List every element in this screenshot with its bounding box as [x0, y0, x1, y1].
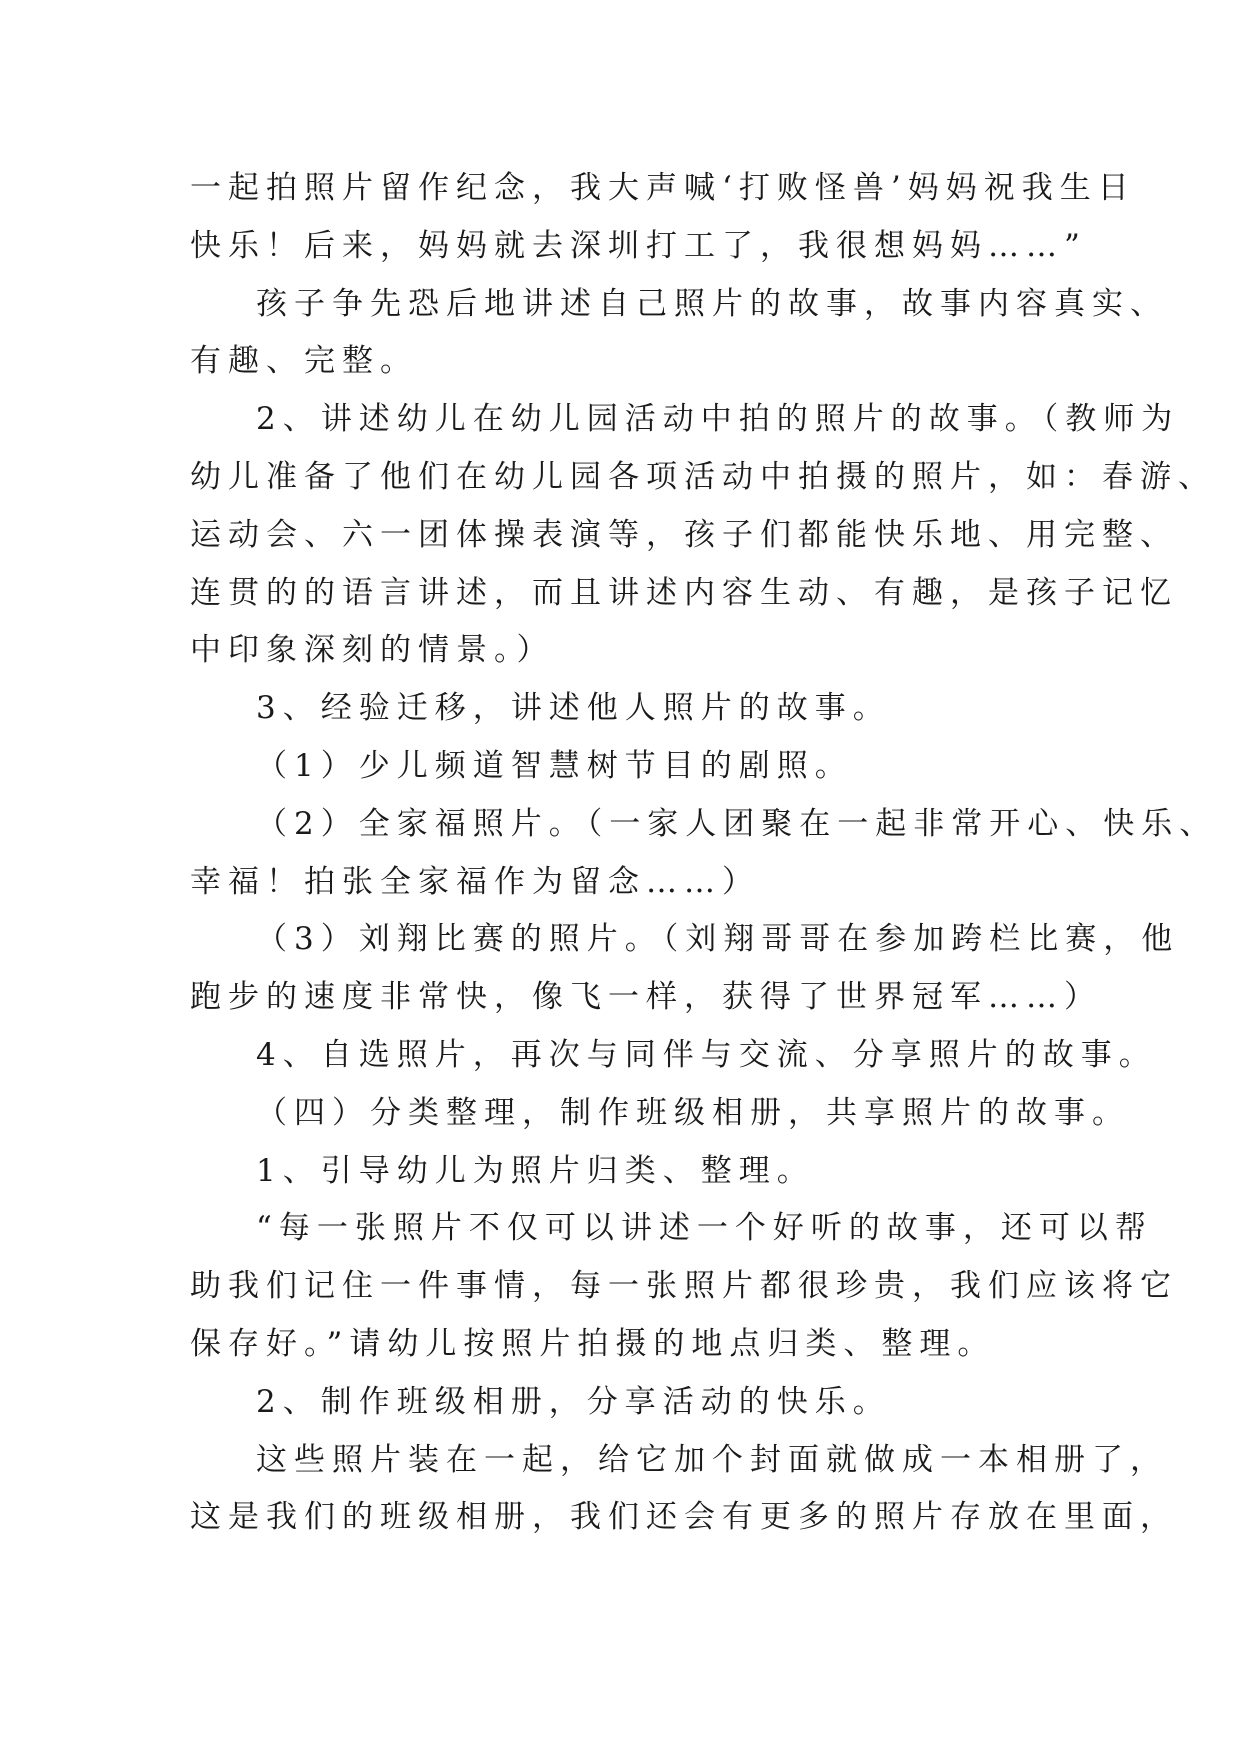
- text-line: 助我们记住一件事情，每一张照片都很珍贵，我们应该将它: [190, 1268, 1178, 1305]
- text-line: “每一张照片不仅可以讲述一个好听的故事，还可以帮: [256, 1210, 1153, 1247]
- text-line: 中印象深刻的情景。）: [190, 632, 555, 669]
- text-line: 快乐！后来，妈妈就去深圳打工了，我很想妈妈……”: [190, 227, 1087, 264]
- text-line: （3）刘翔比赛的照片。（刘翔哥哥在参加跨栏比赛，他: [256, 921, 1180, 958]
- text-line: 幼儿准备了他们在幼儿园各项活动中拍摄的照片，如：春游、: [190, 458, 1216, 495]
- text-line: （1）少儿频道智慧树节目的剧照。: [256, 747, 853, 784]
- text-line: 1、引导幼儿为照片归类、整理。: [256, 1152, 815, 1189]
- text-line: （2）全家福照片。（一家人团聚在一起非常开心、快乐、: [256, 805, 1218, 842]
- text-line: 跑步的速度非常快，像飞一样，获得了世界冠军……）: [190, 979, 1102, 1016]
- text-line: 这是我们的班级相册，我们还会有更多的照片存放在里面，: [190, 1499, 1178, 1536]
- text-line: 幸福！拍张全家福作为留念……）: [190, 863, 760, 900]
- text-line: 孩子争先恐后地讲述自己照片的故事，故事内容真实、: [256, 285, 1168, 322]
- text-line: 一起拍照片留作纪念，我大声喊‘打败怪兽’妈妈祝我生日: [190, 170, 1136, 206]
- body-text: [190, 160, 1218, 1547]
- text-line: （四）分类整理，制作班级相册，共享照片的故事。: [256, 1094, 1130, 1131]
- text-line: 2、讲述幼儿在幼儿园活动中拍的照片的故事。（教师为: [256, 401, 1180, 438]
- text-line: 这些照片装在一起，给它加个封面就做成一本相册了，: [256, 1441, 1168, 1478]
- text-line: 连贯的的语言讲述，而且讲述内容生动、有趣，是孩子记忆: [190, 574, 1178, 611]
- text-line: 3、经验迁移，讲述他人照片的故事。: [256, 690, 891, 727]
- text-line: 保存好。”请幼儿按照片拍摄的地点归类、整理。: [190, 1325, 996, 1362]
- text-line: 4、自选照片，再次与同伴与交流、分享照片的故事。: [256, 1036, 1157, 1073]
- text-line: 2、制作班级相册，分享活动的快乐。: [256, 1383, 891, 1420]
- text-line: 运动会、六一团体操表演等，孩子们都能快乐地、用完整、: [190, 516, 1178, 553]
- text-line: 有趣、完整。: [190, 343, 418, 380]
